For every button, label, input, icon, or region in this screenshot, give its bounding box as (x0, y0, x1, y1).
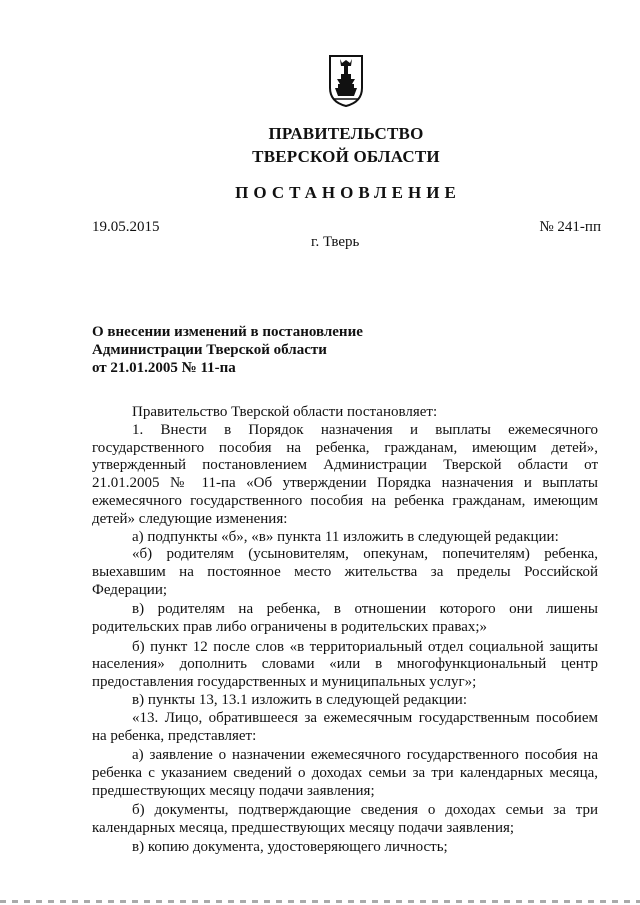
document-type-label: ПОСТАНОВЛЕНИЕ (235, 183, 461, 202)
subject-line-2: Администрации Тверской области (92, 342, 327, 358)
document-number: № 241-пп (539, 219, 601, 235)
body-paragraph: 1. Внести в Порядок назначения и выплаты ежемесячного государственного пособия на ребенка, гражданам, имеющим детей», утвержденный постановлением Администрации Тверской области от 21.01.2005 № 11-па «Об утверждении Порядка назначения и выплаты ежемесячного государственного пособия на ребенка гражданам, имеющим детей» следующие изменения: (92, 421, 598, 527)
organization-line-2: ТВЕРСКОЙ ОБЛАСТИ (252, 147, 440, 166)
document-city: г. Тверь (311, 234, 360, 250)
body-paragraph: а) подпункты «б», «в» пункта 11 изложить в следующей редакции: (132, 528, 559, 545)
body-paragraph: Правительство Тверской области постановляет: (132, 404, 438, 420)
document-date: 19.05.2015 (92, 219, 160, 235)
scan-edge-divider (0, 900, 640, 903)
body-paragraph: а) заявление о назначении ежемесячного государственного пособия на ребенка с указанием сведений о доходах семьи за три календарных месяца, предшествующих месяцу подачи заявления; (92, 746, 598, 799)
body-paragraph: «13. Лицо, обратившееся за ежемесячным государственным пособием на ребенка, представляет: (92, 709, 598, 744)
subject-line-1: О внесении изменений в постановление (92, 324, 363, 340)
body-paragraph: б) пункт 12 после слов «в территориальный отдел социальной защиты населения» дополнить словами «или в многофункциональный центр предоставления государственных и муниципальных услуг»; (92, 638, 598, 691)
subject-line-3: от 21.01.2005 № 11-па (92, 360, 236, 376)
body-paragraph: в) родителям на ребенка, в отношении которого они лишены родительских прав либо ограничены в родительских правах;» (92, 601, 598, 636)
body-paragraph: в) копию документа, удостоверяющего личность; (132, 839, 448, 856)
body-paragraph: «б) родителям (усыновителям, опекунам, попечителям) ребенка, выехавшим на постоянное место жительства за пределы Российской Федерации; (92, 546, 598, 598)
organization-name (0, 122, 640, 168)
organization-line-1: ПРАВИТЕЛЬСТВО (268, 124, 424, 143)
body-paragraph: в) пункты 13, 13.1 изложить в следующей редакции: (132, 691, 468, 708)
tver-coat-of-arms-icon (327, 54, 365, 108)
document-body (92, 404, 598, 857)
document-type (0, 183, 640, 203)
body-paragraph: б) документы, подтверждающие сведения о доходах семьи за три календарных месяца, предшествующих месяцу подачи заявления; (92, 801, 598, 836)
document-subject (92, 323, 363, 377)
